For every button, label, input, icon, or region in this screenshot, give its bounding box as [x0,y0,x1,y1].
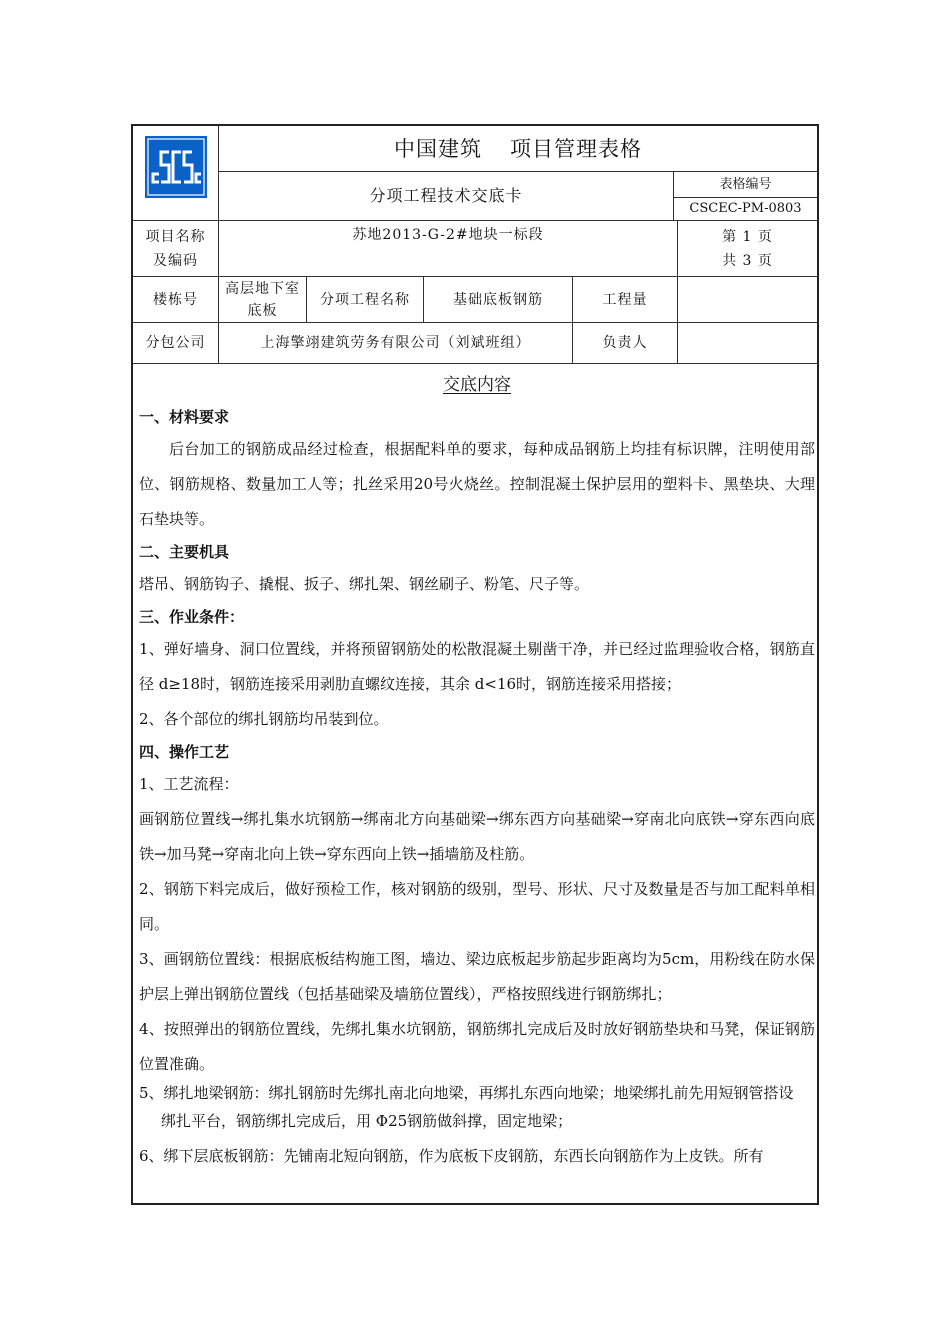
content-heading: 交底内容 [443,375,511,395]
org-title-a: 中国建筑 [394,136,482,161]
section-title: 三、作业条件： [139,608,245,626]
disclosure-content [139,368,815,1174]
manager-label: 负责人 [602,335,648,351]
section-title: 一、材料要求 [139,408,230,426]
paragraph: 1、弹好墙身、洞口位置线，并将预留钢筋处的松散混凝土剔凿干净，并已经过监理验收合格，钢筋直径 d≥18时，钢筋连接采用剥肋直螺纹连接，其余 d<16时，钢筋连接采用搭接； [139,640,815,693]
subcontractor-label: 分包公司 [145,335,206,351]
project-value: 苏地2013-G-2#地块一标段 [352,227,544,243]
org-title [219,126,817,171]
form-no-label: 表格编号 [719,176,772,192]
paragraph: 5、绑扎地梁钢筋：绑扎钢筋时先绑扎南北向地梁，再绑扎东西向地梁；地梁绑扎前先用短钢管搭设 [139,1084,794,1102]
org-title-b: 项目管理表格 [510,136,642,161]
building-label: 楼栋号 [153,291,198,308]
cscec-logo [145,136,207,198]
paragraph: 2、各个部位的绑扎钢筋均吊装到位。 [139,710,389,728]
paragraph: 2、钢筋下料完成后，做好预检工作，核对钢筋的级别，型号、形状、尺寸及数量是否与加工配料单相同。 [139,880,815,933]
section-title: 四、操作工艺 [139,743,230,761]
paragraph: 画钢筋位置线→绑扎集水坑钢筋→绑南北方向基础梁→绑东西方向基础梁→穿南北向底铁→穿东西向底铁→加马凳→穿南北向上铁→穿东西向上铁→插墙筋及柱筋。 [139,810,815,863]
quantity-value [678,277,817,322]
page-counter: 第 1 页 共 3 页 [722,228,773,269]
paragraph: 3、画钢筋位置线：根据底板结构施工图，墙边、梁边底板起步筋起步距离均为5cm，用粉线在防水保护层上弹出钢筋位置线（包括基础梁及墙筋位置线），严格按照线进行钢筋绑扎； [139,950,815,1003]
subcontractor-value: 上海擎翊建筑劳务有限公司（刘斌班组） [260,335,531,351]
paragraph: 4、按照弹出的钢筋位置线，先绑扎集水坑钢筋，钢筋绑扎完成后及时放好钢筋垫块和马凳，保证钢筋位置准确。 [139,1020,815,1073]
building-value: 高层地下室 底板 [225,280,300,319]
form-no-value: CSCEC-PM-0803 [689,201,802,216]
paragraph: 1、工艺流程： [139,775,239,793]
subitem-label: 分项工程名称 [320,291,410,308]
paragraph: 绑扎平台，钢筋绑扎完成后，用 Φ25钢筋做斜撑，固定地梁； [161,1112,573,1130]
cscec-logo-icon [145,136,207,198]
form-sheet [131,124,819,1205]
section-title: 二、主要机具 [139,543,230,561]
subitem-value: 基础底板钢筋 [453,291,543,308]
paragraph: 6、绑下层底板钢筋：先铺南北短向钢筋，作为底板下皮钢筋，东西长向钢筋作为上皮铁。所有 [139,1147,764,1165]
paragraph: 后台加工的钢筋成品经过检查，根据配料单的要求，每种成品钢筋上均挂有标识牌，注明使用部位、钢筋规格、数量加工人等；扎丝采用20号火烧丝。控制混凝土保护层用的塑料卡、黑垫块、大理石垫块等。 [139,440,815,528]
project-label: 项目名称 及编码 [145,228,206,269]
manager-value [678,323,817,363]
divider [133,363,817,364]
form-title: 分项工程技术交底卡 [369,186,523,205]
quantity-label: 工程量 [602,291,648,308]
paragraph: 塔吊、钢筋钩子、撬棍、扳子、绑扎架、钢丝刷子、粉笔、尺子等。 [139,575,590,593]
